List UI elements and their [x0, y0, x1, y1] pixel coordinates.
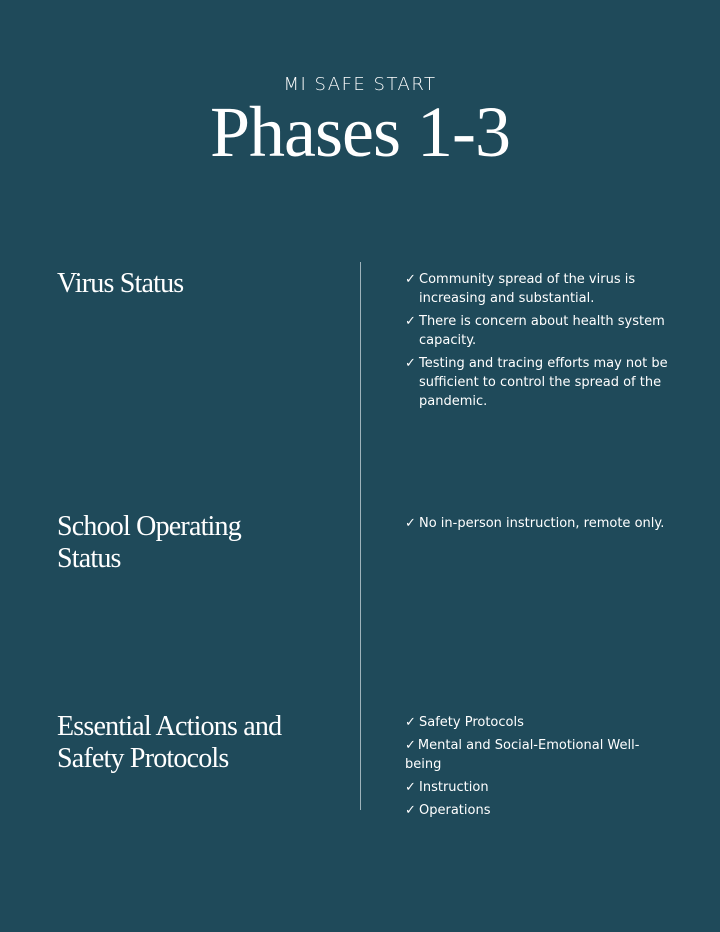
- list-item: [405, 354, 675, 411]
- list-item-text: Mental and Social-Emotional Well-being: [405, 738, 640, 772]
- list-item-text: Safety Protocols: [419, 715, 524, 730]
- checkmark-icon: ✓: [405, 715, 416, 730]
- list-item-text: Operations: [419, 803, 491, 818]
- virus-status-list: [405, 270, 675, 415]
- checkmark-icon: ✓: [405, 356, 416, 371]
- list-item: [405, 736, 675, 774]
- checkmark-icon: ✓: [405, 738, 416, 753]
- list-item-text: Instruction: [419, 780, 489, 795]
- list-item: [405, 270, 675, 308]
- list-item-text: Testing and tracing efforts may not be sufficient to control the spread of the pandemic.: [419, 356, 668, 409]
- list-item: [405, 778, 675, 797]
- checkmark-icon: ✓: [405, 516, 416, 531]
- checkmark-icon: ✓: [405, 780, 416, 795]
- section-title-essential-actions: Essential Actions and Safety Protocols: [57, 711, 282, 774]
- checkmark-icon: ✓: [405, 272, 416, 287]
- checkmark-icon: ✓: [405, 803, 416, 818]
- essential-actions-list: [405, 713, 675, 824]
- list-item: [405, 801, 675, 820]
- list-item-text: No in-person instruction, remote only.: [419, 516, 665, 531]
- school-operating-status-list: [405, 514, 675, 533]
- list-item: [405, 713, 675, 732]
- list-item-text: There is concern about health system capacity.: [419, 314, 665, 348]
- checkmark-icon: ✓: [405, 314, 416, 329]
- list-item-text: Community spread of the virus is increasing and substantial.: [419, 272, 636, 306]
- section-title-school-operating-status: School Operating Status: [57, 511, 241, 574]
- list-item: [405, 514, 675, 533]
- kicker-text: MI SAFE START: [283, 74, 437, 95]
- vertical-divider: [360, 262, 361, 810]
- section-title-virus-status: Virus Status: [57, 268, 184, 299]
- page-title: Phases 1-3: [210, 92, 510, 172]
- list-item: [405, 312, 675, 350]
